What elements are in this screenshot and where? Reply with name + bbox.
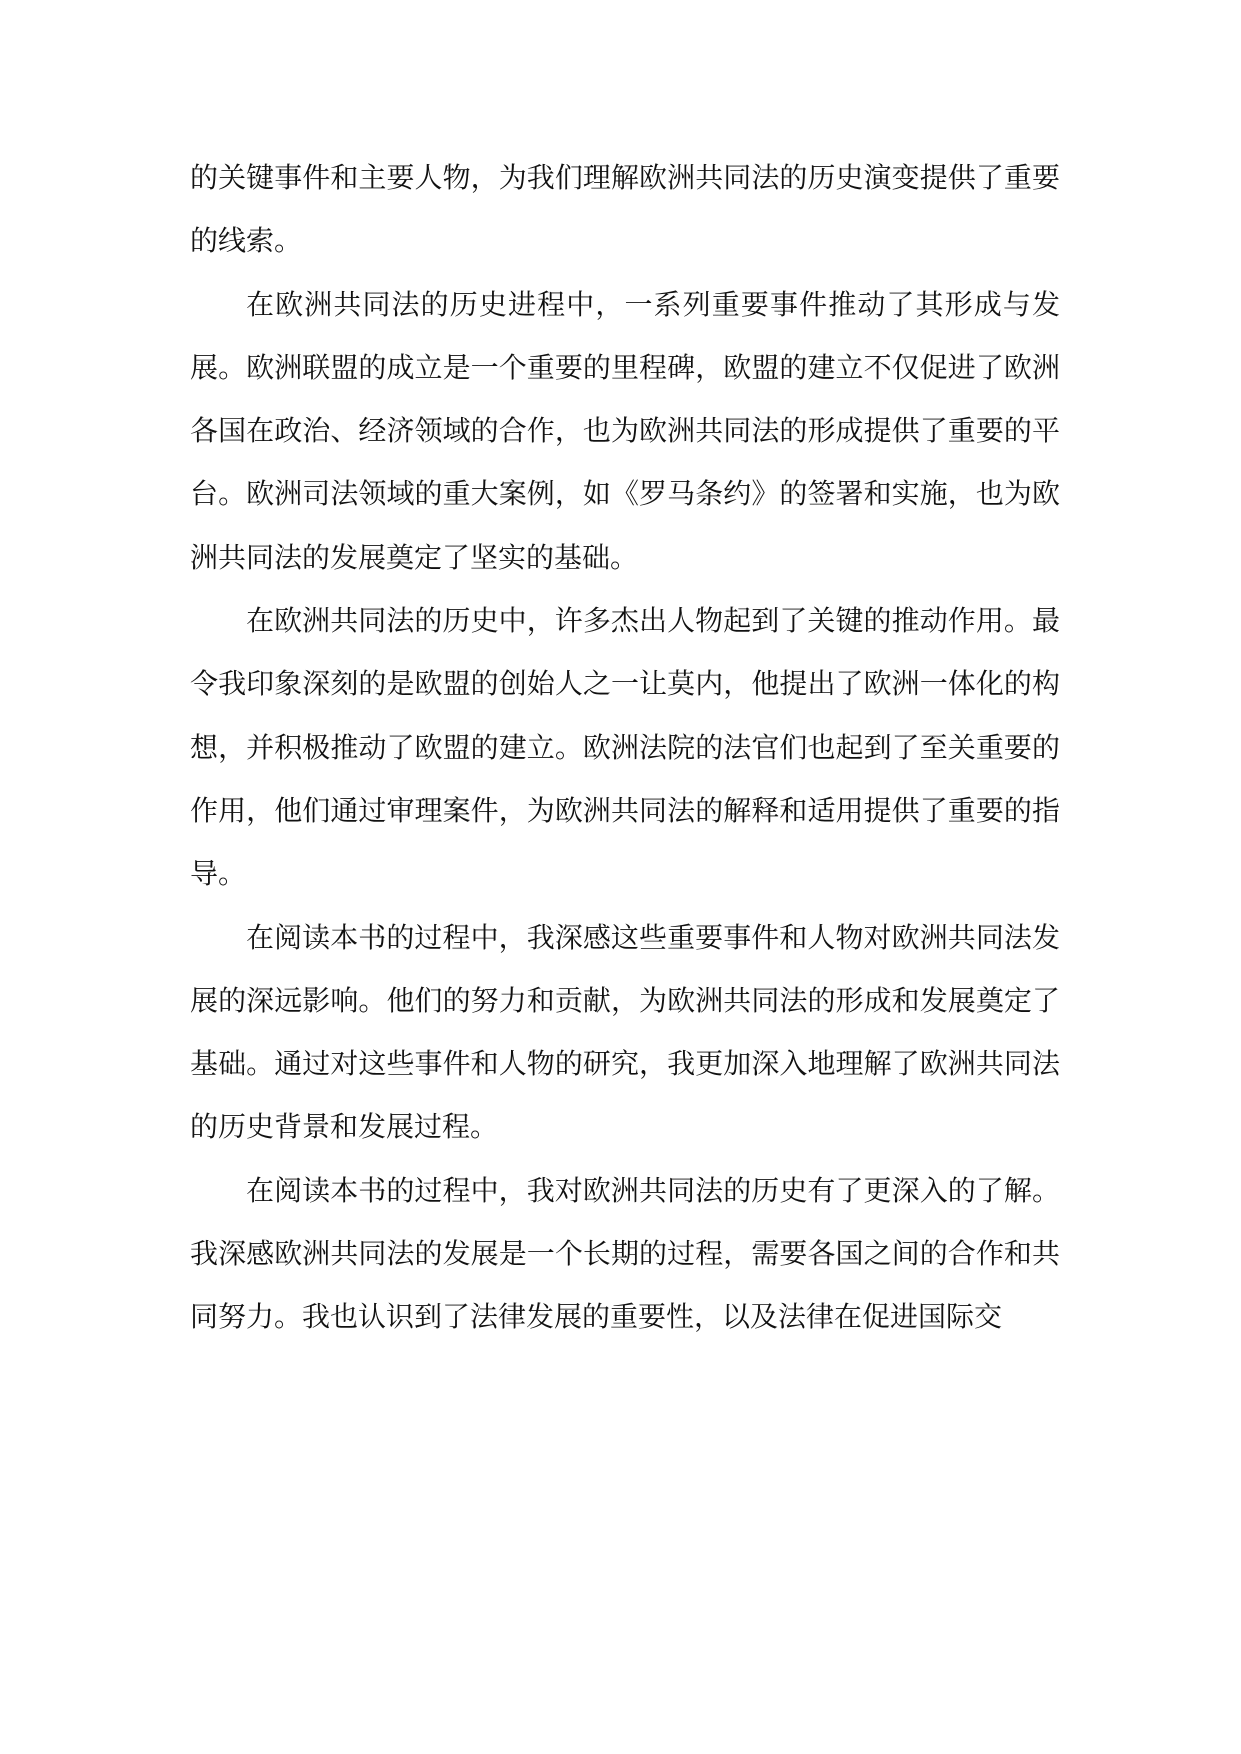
paragraph-conclusion: 在阅读本书的过程中，我对欧洲共同法的历史有了更深入的了解。我深感欧洲共同法的发展是一个长期的过程，需要各国之间的合作和共同努力。我也认识到了法律发展的重要性，以及法律在促进国际交	[190, 1173, 1060, 1334]
paragraph-reflection: 在阅读本书的过程中，我深感这些重要事件和人物对欧洲共同法发展的深远影响。他们的努力和贡献，为欧洲共同法的形成和发展奠定了基础。通过对这些事件和人物的研究，我更加深入地理解了欧洲共同法的历史背景和发展过程。	[190, 920, 1060, 1144]
paragraph-key-figures: 在欧洲共同法的历史中，许多杰出人物起到了关键的推动作用。最令我印象深刻的是欧盟的创始人之一让莫内，他提出了欧洲一体化的构想，并积极推动了欧盟的建立。欧洲法院的法官们也起到了至关重要的作用，他们通过审理案件，为欧洲共同法的解释和适用提供了重要的指导。	[190, 604, 1060, 891]
body-text	[190, 146, 1060, 1349]
paragraph-key-events: 在欧洲共同法的历史进程中，一系列重要事件推动了其形成与发展。欧洲联盟的成立是一个重要的里程碑，欧盟的建立不仅促进了欧洲各国在政治、经济领域的合作，也为欧洲共同法的形成提供了重要的平台。欧洲司法领域的重大案例，如《罗马条约》的签署和实施，也为欧洲共同法的发展奠定了坚实的基础。	[190, 287, 1060, 574]
paragraph-continuation: 的关键事件和主要人物，为我们理解欧洲共同法的历史演变提供了重要的线索。	[190, 161, 1060, 258]
